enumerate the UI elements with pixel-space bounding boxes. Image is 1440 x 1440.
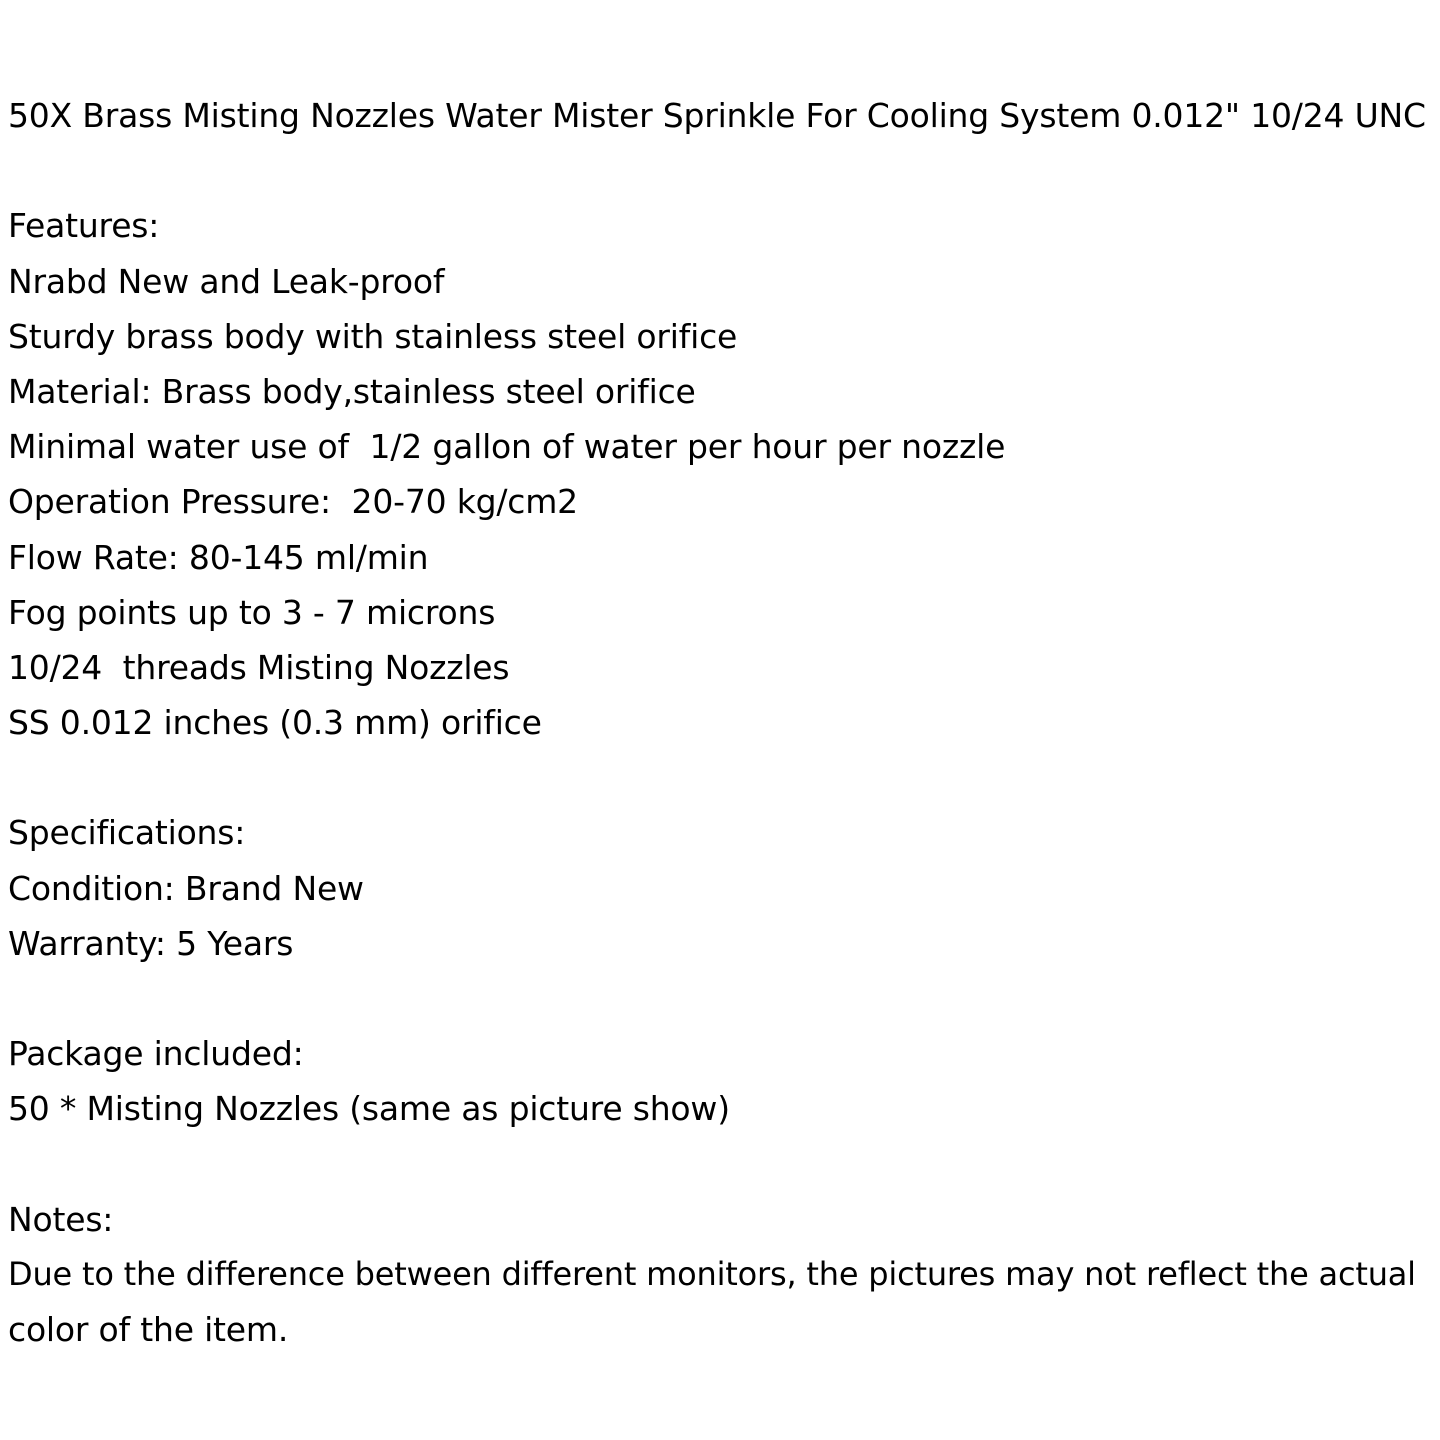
- notes-heading: Notes:: [8, 1199, 114, 1239]
- product-title: 50X Brass Misting Nozzles Water Mister Sprinkle For Cooling System 0.012" 10/24 UNC: [8, 96, 1426, 135]
- spacer: [8, 971, 1436, 1026]
- feature-item: Material: Brass body,stainless steel orifice: [8, 371, 696, 411]
- feature-item: 10/24 threads Misting Nozzles: [8, 647, 510, 687]
- feature-item: Fog points up to 3 - 7 microns: [8, 592, 496, 632]
- specifications-heading: Specifications:: [8, 813, 246, 853]
- notes-text-line: color of the item.: [8, 1310, 289, 1350]
- feature-item: SS 0.012 inches (0.3 mm) orifice: [8, 703, 542, 743]
- specification-item: Condition: Brand New: [8, 868, 364, 908]
- product-description: [8, 88, 1436, 1357]
- feature-item: Flow Rate: 80-145 ml/min: [8, 537, 429, 577]
- notes-text-line: Due to the difference between different monitors, the pictures may not reflect the actual: [8, 1254, 1416, 1293]
- spacer: [8, 1137, 1436, 1192]
- package-heading: Package included:: [8, 1034, 304, 1074]
- specification-item: Warranty: 5 Years: [8, 923, 294, 963]
- feature-item: Operation Pressure: 20-70 kg/cm2: [8, 482, 578, 522]
- feature-item: Minimal water use of 1/2 gallon of water per hour per nozzle: [8, 427, 1006, 467]
- spacer: [8, 143, 1436, 198]
- feature-item: Nrabd New and Leak-proof: [8, 261, 445, 301]
- spacer: [8, 750, 1436, 805]
- feature-item: Sturdy brass body with stainless steel orifice: [8, 316, 738, 356]
- package-item: 50 * Misting Nozzles (same as picture show): [8, 1089, 730, 1129]
- features-heading: Features:: [8, 206, 160, 246]
